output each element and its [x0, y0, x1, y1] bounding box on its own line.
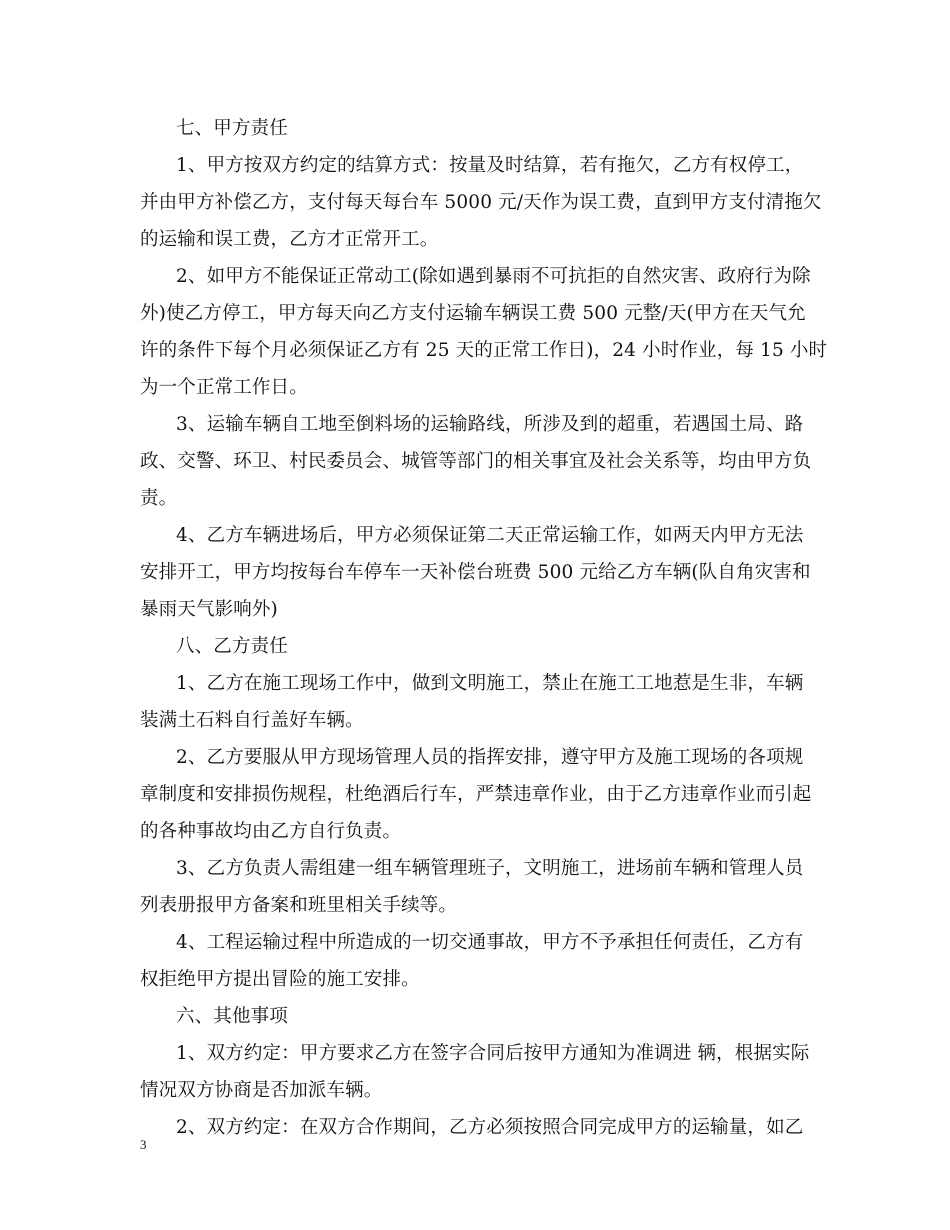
paragraph-line: 为一个正常工作日。	[140, 377, 308, 398]
paragraph-line: 1、双方约定：甲方要求乙方在签字合同后按甲方通知为准调进 辆，根据实际	[176, 1043, 810, 1064]
paragraph-line: 1、乙方在施工现场工作中，做到文明施工，禁止在施工工地惹是生非，车辆	[176, 673, 804, 694]
paragraph-line: 章制度和安排损伤规程，杜绝酒后行车，严禁违章作业，由于乙方违章作业而引起	[140, 784, 812, 805]
paragraph-line: 2、如甲方不能保证正常动工(除如遇到暴雨不可抗拒的自然灾害、政府行为除	[176, 266, 811, 287]
paragraph-line: 3、运输车辆自工地至倒料场的运输路线，所涉及到的超重，若遇国土局、路	[176, 414, 804, 435]
paragraph-line: 许的条件下每个月必须保证乙方有 25 天的正常工作日)，24 小时作业，每 15 小时	[140, 340, 828, 361]
paragraph-line: 权拒绝甲方提出冒险的施工安排。	[140, 969, 420, 990]
section-heading: 八、乙方责任	[176, 636, 288, 657]
paragraph-line: 4、乙方车辆进场后，甲方必须保证第二天正常运输工作，如两天内甲方无法	[176, 525, 804, 546]
paragraph-line: 安排开工，甲方均按每台车停车一天补偿台班费 500 元给乙方车辆(队自角灾害和	[140, 562, 811, 583]
paragraph-line: 的运输和误工费，乙方才正常开工。	[140, 229, 439, 250]
paragraph-line: 并由甲方补偿乙方，支付每天每台车 5000 元/天作为误工费，直到甲方支付清拖欠	[140, 192, 822, 213]
paragraph-line: 装满土石料自行盖好车辆。	[140, 710, 364, 731]
paragraph-line: 3、乙方负责人需组建一组车辆管理班子，文明施工，进场前车辆和管理人员	[176, 858, 804, 879]
document-body	[140, 110, 828, 1146]
paragraph-line: 2、双方约定：在双方合作期间，乙方必须按照合同完成甲方的运输量，如乙	[176, 1117, 804, 1138]
paragraph-line: 暴雨天气影响外)	[140, 599, 278, 620]
paragraph-line: 的各种事故均由乙方自行负责。	[140, 821, 402, 842]
paragraph-line: 政、交警、环卫、村民委员会、城管等部门的相关事宜及社会关系等，均由甲方负	[140, 451, 812, 472]
section-heading: 七、甲方责任	[176, 118, 288, 139]
paragraph-line: 2、乙方要服从甲方现场管理人员的指挥安排，遵守甲方及施工现场的各项规	[176, 747, 804, 768]
page-number: 3	[140, 1137, 147, 1152]
paragraph-line: 情况双方协商是否加派车辆。	[140, 1080, 383, 1101]
paragraph-line: 外)使乙方停工，甲方每天向乙方支付运输车辆误工费 500 元整/天(甲方在天气允	[140, 303, 806, 324]
section-heading: 六、其他事项	[176, 1006, 288, 1027]
paragraph-line: 1、甲方按双方约定的结算方式：按量及时结算，若有拖欠，乙方有权停工，	[176, 155, 804, 176]
paragraph-line: 列表册报甲方备案和班里相关手续等。	[140, 895, 458, 916]
paragraph-line: 责。	[140, 488, 178, 509]
paragraph-line: 4、工程运输过程中所造成的一切交通事故，甲方不予承担任何责任，乙方有	[176, 932, 804, 953]
